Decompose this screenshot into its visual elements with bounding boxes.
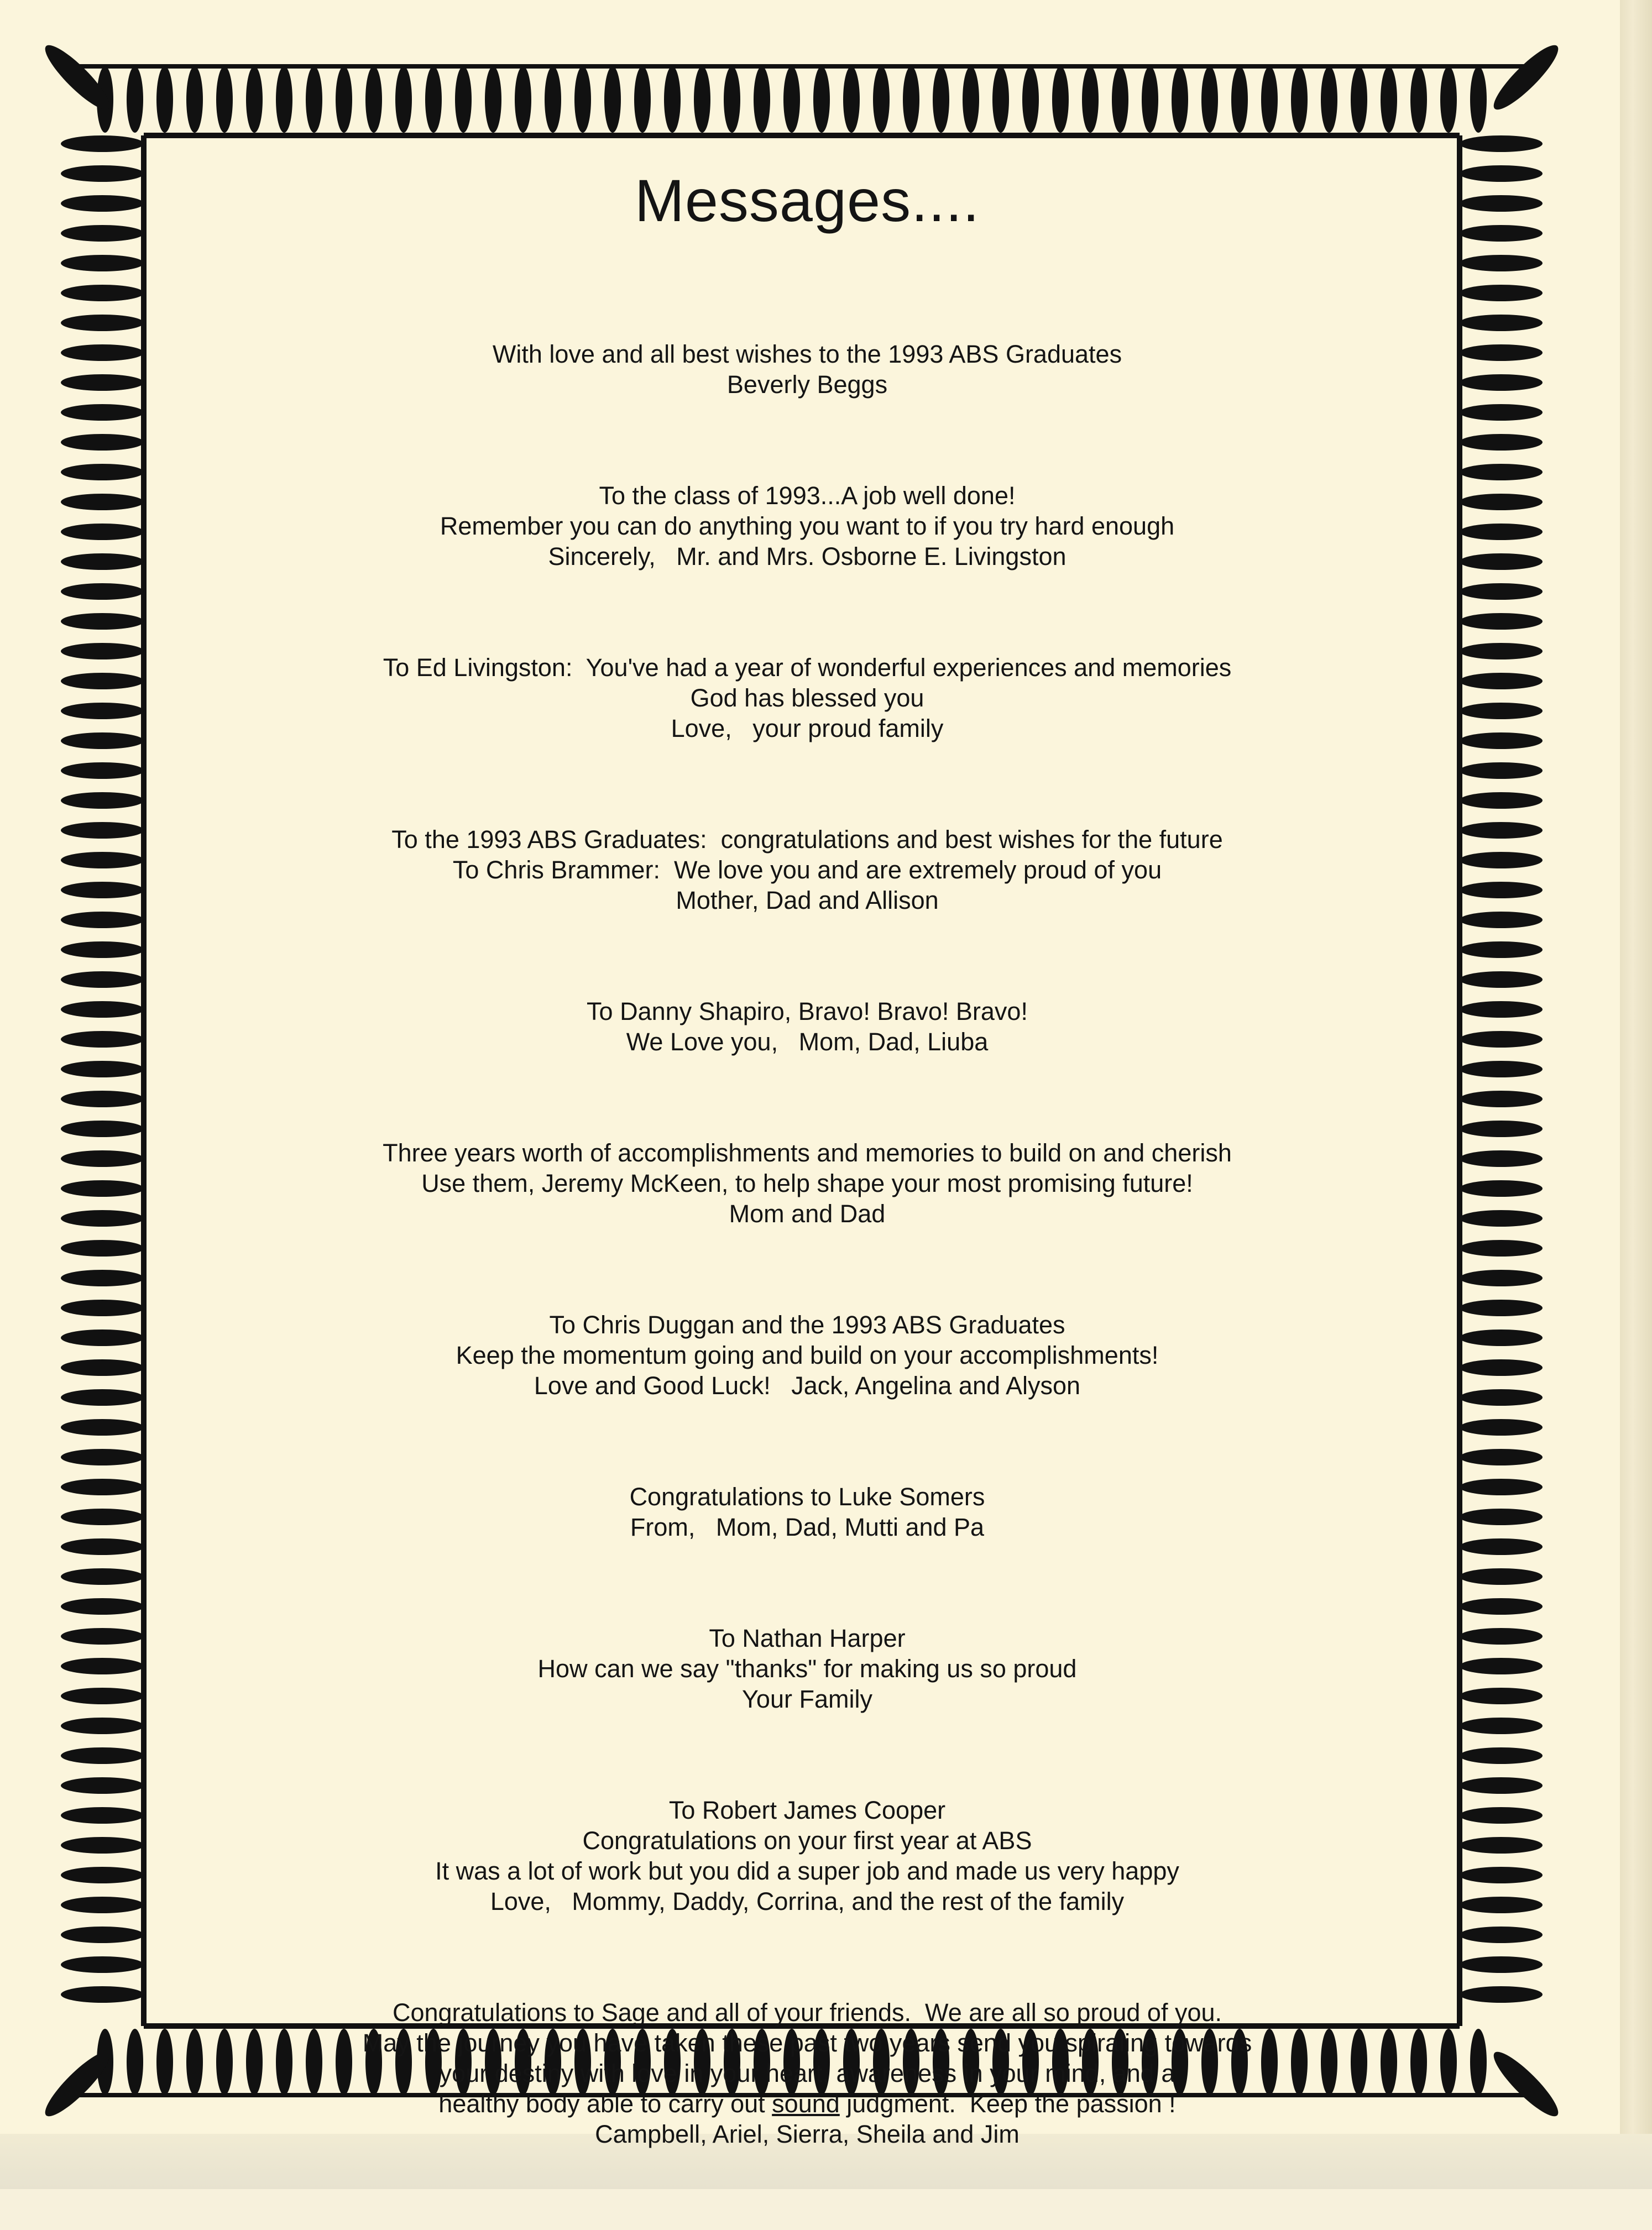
border-leaf: [1410, 66, 1427, 133]
message-line: To Danny Shapiro, Bravo! Bravo! Bravo!: [587, 997, 1028, 1025]
message-line-with-underline: [166, 2088, 1449, 2119]
message-line: May the journey you have taken these past two years send you spiraling towards: [362, 2029, 1252, 2057]
message-line: Mother, Dad and Allison: [676, 886, 939, 914]
border-leaf: [365, 66, 382, 133]
border-leaf: [61, 1031, 144, 1048]
border-leaf: [61, 1180, 144, 1197]
border-leaf: [1460, 1598, 1543, 1615]
border-leaf: [306, 66, 322, 133]
border-leaf: [61, 1837, 144, 1854]
border-leaf: [1460, 583, 1543, 600]
border-leaf: [1460, 941, 1543, 958]
message-block: [166, 339, 1449, 400]
border-leaf: [61, 941, 144, 958]
border-leaf: [61, 732, 144, 749]
border-leaf: [992, 66, 1009, 133]
border-leaf: [694, 66, 710, 133]
border-leaf: [545, 66, 561, 133]
border-leaf: [933, 66, 949, 133]
message-block: [166, 1623, 1449, 1714]
messages-content: [166, 166, 1449, 2230]
border-leaf: [61, 673, 144, 689]
border-leaf: [156, 66, 173, 133]
message-line: We Love you, Mom, Dad, Liuba: [626, 1028, 989, 1056]
border-leaf: [1460, 882, 1543, 898]
message-block: [166, 1138, 1449, 1229]
border-leaf: [61, 225, 144, 242]
border-leaf: [61, 613, 144, 630]
message-line: To Nathan Harper: [709, 1624, 906, 1652]
message-line: It was a lot of work but you did a super job and made us very happy: [435, 1857, 1179, 1885]
message-line: Congratulations to Luke Somers: [629, 1483, 985, 1511]
message-line: To Chris Duggan and the 1993 ABS Graduates: [549, 1311, 1065, 1339]
border-leaf: [1460, 673, 1543, 689]
border-leaf: [1460, 852, 1543, 868]
border-leaf: [1460, 315, 1543, 331]
message-line: Beverly Beggs: [726, 370, 888, 399]
message-line: To Ed Livingston: You've had a year of wonderful experiences and memories: [383, 653, 1232, 682]
border-leaf: [276, 66, 292, 133]
border-leaf: [61, 643, 144, 659]
border-leaf: [1460, 1628, 1543, 1645]
message-line: Sincerely, Mr. and Mrs. Osborne E. Livingston: [548, 542, 1067, 570]
border-leaf: [1487, 38, 1565, 116]
border-leaf: [61, 1658, 144, 1674]
border-leaf: [1261, 66, 1278, 133]
border-leaf: [1460, 1568, 1543, 1585]
border-leaf: [61, 583, 144, 600]
border-leaf: [1460, 1807, 1543, 1824]
border-leaf: [1460, 1031, 1543, 1048]
border-leaf: [61, 1986, 144, 2003]
message-line: Love, your proud family: [671, 714, 944, 742]
border-leaf: [61, 852, 144, 868]
message-line: your destiny with love in your heart, awareness in your mind, and a: [439, 2059, 1175, 2087]
border-leaf: [664, 66, 681, 133]
message-line: Remember you can do anything you want to if you try hard enough: [440, 512, 1175, 540]
border-leaf: [61, 165, 144, 182]
message-line: Your Family: [742, 1685, 872, 1713]
border-leaf: [1460, 135, 1543, 152]
message-line: With love and all best wishes to the 1993 ABS Graduates: [492, 340, 1122, 368]
border-leaf: [61, 1867, 144, 1883]
border-leaf: [1172, 66, 1188, 133]
border-leaf: [61, 1956, 144, 1973]
border-leaf: [1142, 66, 1158, 133]
border-leaf: [1460, 1927, 1543, 1943]
page-title: Messages....: [634, 167, 980, 234]
border-leaf: [61, 494, 144, 510]
border-leaf: [1460, 643, 1543, 659]
border-leaf: [1460, 762, 1543, 779]
border-leaf: [1460, 434, 1543, 451]
border-leaf: [1460, 1001, 1543, 1018]
border-leaf: [61, 1927, 144, 1943]
message-block: [166, 996, 1449, 1057]
border-leaf: [61, 285, 144, 301]
border-leaf: [61, 404, 144, 421]
message-line: Use them, Jeremy McKeen, to help shape your most promising future!: [421, 1169, 1193, 1197]
border-leaf: [1460, 1180, 1543, 1197]
border-leaf: [1381, 66, 1397, 133]
border-leaf: [61, 1747, 144, 1764]
border-leaf: [61, 1270, 144, 1286]
border-leaf: [1460, 494, 1543, 510]
border-leaf: [1460, 195, 1543, 212]
border-leaf: [1460, 255, 1543, 271]
border-leaf: [1460, 703, 1543, 719]
border-leaf: [61, 255, 144, 271]
border-leaf: [783, 66, 800, 133]
border-leaf: [604, 66, 621, 133]
border-leaf: [1460, 1389, 1543, 1406]
border-leaf: [425, 66, 442, 133]
border-leaf: [1460, 613, 1543, 630]
border-leaf: [903, 66, 919, 133]
message-line: Mom and Dad: [729, 1200, 886, 1228]
border-leaf: [61, 1150, 144, 1167]
message-line: Love, Mommy, Daddy, Corrina, and the rest of the family: [490, 1887, 1125, 1915]
border-leaf: [1460, 1509, 1543, 1525]
border-leaf: [395, 66, 412, 133]
border-leaf: [1460, 1956, 1543, 1973]
border-leaf: [1460, 1329, 1543, 1346]
border-leaf: [127, 66, 143, 133]
message-block: [166, 652, 1449, 744]
border-leaf: [1460, 165, 1543, 182]
message-line: Three years worth of accomplishments and memories to build on and cherish: [383, 1139, 1232, 1167]
message-text: healthy body able to carry out: [438, 2090, 772, 2118]
border-leaf: [1321, 66, 1337, 133]
border-leaf: [873, 66, 890, 133]
border-leaf: [1460, 1061, 1543, 1077]
border-leaf: [1460, 524, 1543, 540]
border-leaf: [1460, 1777, 1543, 1794]
border-leaf: [754, 66, 770, 133]
border-leaf: [61, 703, 144, 719]
border-leaf: [1460, 1121, 1543, 1137]
border-leaf: [61, 374, 144, 391]
border-leaf: [61, 792, 144, 809]
border-leaf: [1022, 66, 1039, 133]
message-line: To Robert James Cooper: [668, 1796, 946, 1824]
border-leaf: [61, 1389, 144, 1406]
border-leaf: [1440, 66, 1457, 133]
border-leaf: [1460, 1867, 1543, 1883]
border-leaf: [61, 1240, 144, 1257]
border-leaf: [1201, 66, 1218, 133]
border-leaf: [61, 1807, 144, 1824]
border-leaf: [1460, 1538, 1543, 1555]
border-leaf: [1112, 66, 1128, 133]
message-line: Congratulations on your first year at ABS: [582, 1826, 1032, 1855]
border-leaf: [61, 912, 144, 928]
border-leaf: [61, 315, 144, 331]
border-leaf: [61, 1538, 144, 1555]
border-leaf: [61, 882, 144, 898]
border-leaf: [61, 1449, 144, 1465]
border-leaf: [127, 2029, 143, 2095]
message-signature: Campbell, Ariel, Sierra, Sheila and Jim: [595, 2120, 1020, 2148]
message-block: [166, 480, 1449, 572]
border-leaf: [1460, 225, 1543, 242]
border-leaf: [61, 553, 144, 570]
message-line: Love and Good Luck! Jack, Angelina and Alyson: [534, 1371, 1081, 1400]
border-leaf: [186, 66, 203, 133]
message-line: To the 1993 ABS Graduates: congratulations and best wishes for the future: [391, 825, 1223, 854]
border-leaf: [1460, 1986, 1543, 2003]
border-leaf: [1082, 66, 1099, 133]
border-leaf: [61, 1329, 144, 1346]
border-leaf: [61, 1568, 144, 1585]
underlined-word: sound: [772, 2090, 840, 2118]
border-leaf: [1460, 1449, 1543, 1465]
border-leaf: [1460, 464, 1543, 480]
border-leaf: [1460, 1419, 1543, 1436]
border-leaf: [1460, 732, 1543, 749]
border-leaf: [1460, 1897, 1543, 1913]
border-leaf: [1351, 66, 1367, 133]
message-block: [166, 1997, 1449, 2149]
border-leaf: [1460, 971, 1543, 988]
border-leaf: [61, 1598, 144, 1615]
border-leaf: [61, 1121, 144, 1137]
border-leaf: [1231, 66, 1248, 133]
border-leaf: [1460, 1270, 1543, 1286]
border-leaf: [1460, 285, 1543, 301]
border-leaf: [1460, 1658, 1543, 1674]
border-leaf: [813, 66, 830, 133]
border-leaf: [61, 1061, 144, 1077]
border-leaf: [1460, 822, 1543, 839]
border-leaf: [61, 135, 144, 152]
border-leaf: [61, 1359, 144, 1376]
message-block: [166, 1795, 1449, 1917]
message-block: [166, 1482, 1449, 1542]
border-leaf: [1460, 1240, 1543, 1257]
border-leaf: [1052, 66, 1069, 133]
border-leaf: [1460, 1210, 1543, 1227]
message-block: [166, 1310, 1449, 1401]
border-leaf: [61, 1479, 144, 1495]
border-leaf: [61, 464, 144, 480]
border-leaf: [455, 66, 472, 133]
message-text: judgment. Keep the passion !: [839, 2090, 1176, 2118]
message-line: How can we say "thanks" for making us so proud: [537, 1655, 1077, 1683]
border-leaf: [336, 66, 352, 133]
border-leaf: [61, 1210, 144, 1227]
border-leaf: [485, 66, 501, 133]
border-leaf: [1470, 2029, 1487, 2095]
border-leaf: [1460, 912, 1543, 928]
border-leaf: [1460, 1300, 1543, 1316]
border-leaf: [843, 66, 860, 133]
border-leaf: [61, 1419, 144, 1436]
border-leaf: [61, 822, 144, 839]
border-leaf: [1460, 1359, 1543, 1376]
border-leaf: [515, 66, 531, 133]
border-leaf: [1460, 1747, 1543, 1764]
border-leaf: [61, 1718, 144, 1734]
border-leaf: [1460, 344, 1543, 361]
border-leaf: [1460, 1688, 1543, 1704]
border-leaf: [1460, 792, 1543, 809]
border-leaf: [574, 66, 591, 133]
border-leaf: [61, 434, 144, 451]
border-leaf: [1460, 1091, 1543, 1107]
message-line: To Chris Brammer: We love you and are extremely proud of you: [452, 856, 1162, 884]
message-line: Congratulations to Sage and all of your friends. We are all so proud of you.: [392, 1998, 1222, 2027]
border-leaf: [61, 762, 144, 779]
border-leaf: [61, 1001, 144, 1018]
border-leaf: [216, 66, 233, 133]
border-leaf: [61, 1897, 144, 1913]
message-line: To the class of 1993...A job well done!: [599, 481, 1016, 510]
border-leaf: [61, 344, 144, 361]
message-line: God has blessed you: [690, 684, 924, 712]
border-leaf: [1487, 2045, 1565, 2123]
border-leaf: [724, 66, 740, 133]
border-leaf: [61, 1688, 144, 1704]
border-leaf: [1291, 66, 1308, 133]
border-leaf: [61, 1509, 144, 1525]
border-leaf: [61, 524, 144, 540]
border-leaf: [963, 66, 979, 133]
border-leaf: [634, 66, 651, 133]
border-leaf: [1470, 66, 1487, 133]
border-leaf: [1460, 404, 1543, 421]
border-leaf: [1460, 1150, 1543, 1167]
message-line: From, Mom, Dad, Mutti and Pa: [630, 1513, 985, 1541]
border-leaf: [61, 195, 144, 212]
border-leaf: [61, 1628, 144, 1645]
border-leaf: [1460, 1837, 1543, 1854]
border-leaf: [1460, 374, 1543, 391]
border-leaf: [61, 1300, 144, 1316]
border-leaf: [61, 971, 144, 988]
border-leaf: [1460, 1718, 1543, 1734]
message-line: Keep the momentum going and build on your accomplishments!: [456, 1341, 1159, 1369]
border-leaf: [1460, 1479, 1543, 1495]
border-leaf: [61, 1091, 144, 1107]
border-leaf: [61, 1777, 144, 1794]
border-leaf: [246, 66, 263, 133]
border-leaf: [1460, 553, 1543, 570]
message-block: [166, 824, 1449, 915]
